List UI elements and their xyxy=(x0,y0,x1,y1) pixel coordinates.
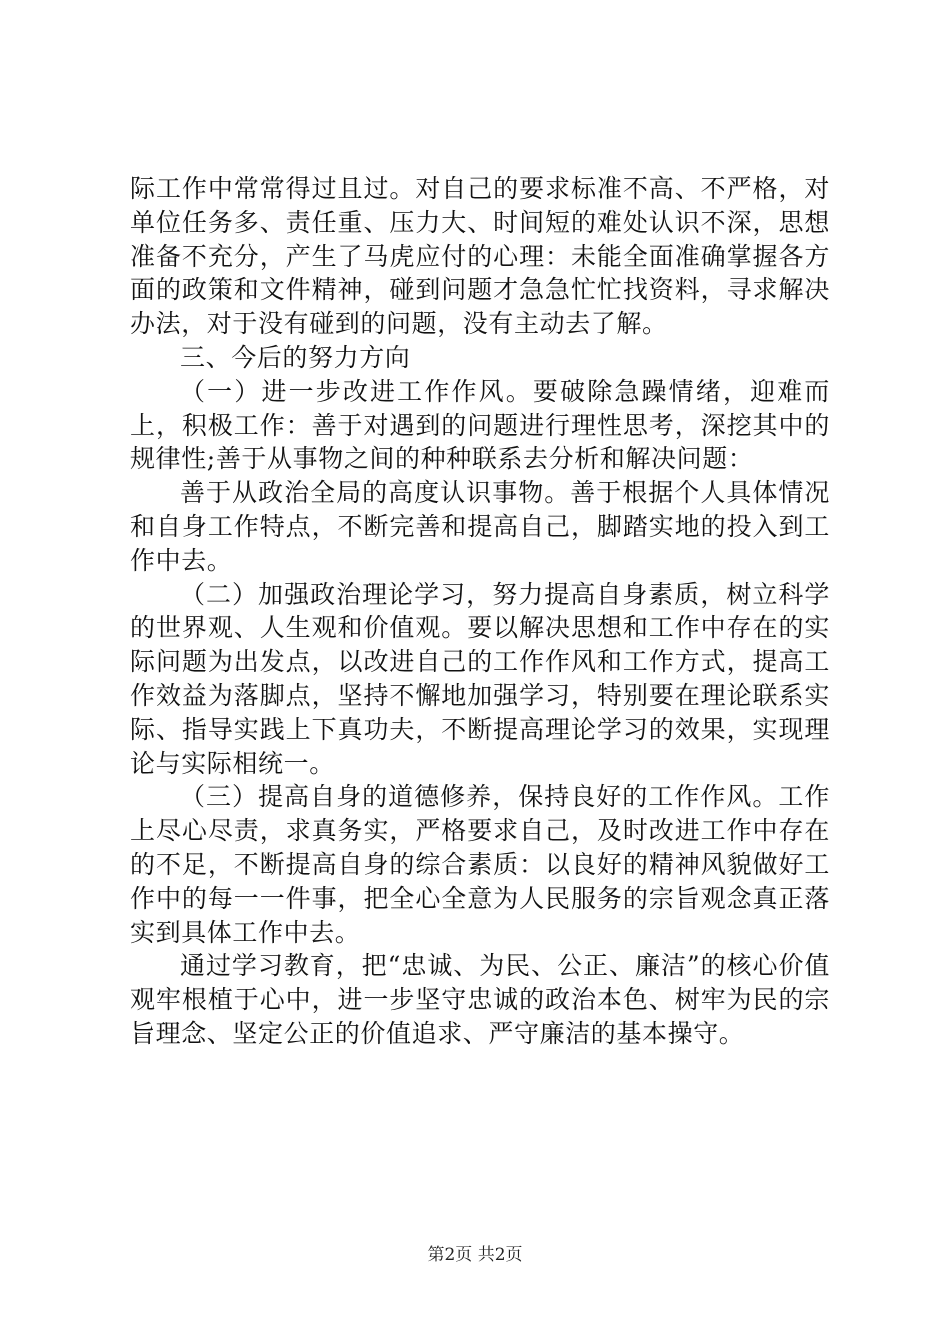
paragraph-item-1: （一）进一步改进工作作风。要破除急躁情绪，迎难而上，积极工作：善于对遇到的问题进行理性思考，深挖其中的规律性;善于从事物之间的种种联系去分析和解决问题： xyxy=(130,376,830,474)
paragraph-item-1-cont: 善于从政治全局的高度认识事物。善于根据个人具体情况和自身工作特点，不断完善和提高自己，脚踏实地的投入到工作中去。 xyxy=(130,478,830,575)
paragraph-item-2: （二）加强政治理论学习，努力提高自身素质，树立科学的世界观、人生观和价值观。要以解决思想和工作中存在的实际问题为出发点，以改进自己的工作作风和工作方式，提高工作效益为落脚点，坚持不懈地加强学习，特别要在理论联系实际、指导实践上下真功夫，不断提高理论学习的效果，实现理论与实际相统一。 xyxy=(130,579,830,778)
paragraph-conclusion: 通过学习教育，把“忠诚、为民、公正、廉洁”的核心价值观牢根植于心中，进一步坚守忠诚的政治本色、树牢为民的宗旨理念、坚定公正的价值追求、严守廉洁的基本操守。 xyxy=(130,951,830,1048)
document-body xyxy=(130,172,830,1051)
paragraph-item-3: （三）提高自身的道德修养，保持良好的工作作风。工作上尽心尽责，求真务实，严格要求自己，及时改进工作中存在的不足，不断提高自身的综合素质：以良好的精神风貌做好工作中的每一一件事，把全心全意为人民服务的宗旨观念真正落实到具体工作中去。 xyxy=(130,782,830,947)
paragraph-continuation: 际工作中常常得过且过。对自己的要求标准不高、不严格，对单位任务多、责任重、压力大、时间短的难处认识不深，思想准备不充分，产生了马虎应付的心理：未能全面准确掌握各方面的政策和文件精神，碰到问题才急急忙忙找资料，寻求解决办法，对于没有碰到的问题，没有主动去了解。 xyxy=(130,174,830,339)
page-footer: 第2页 共2页 xyxy=(427,1245,523,1265)
section-heading: 三、今后的努力方向 xyxy=(180,342,411,372)
